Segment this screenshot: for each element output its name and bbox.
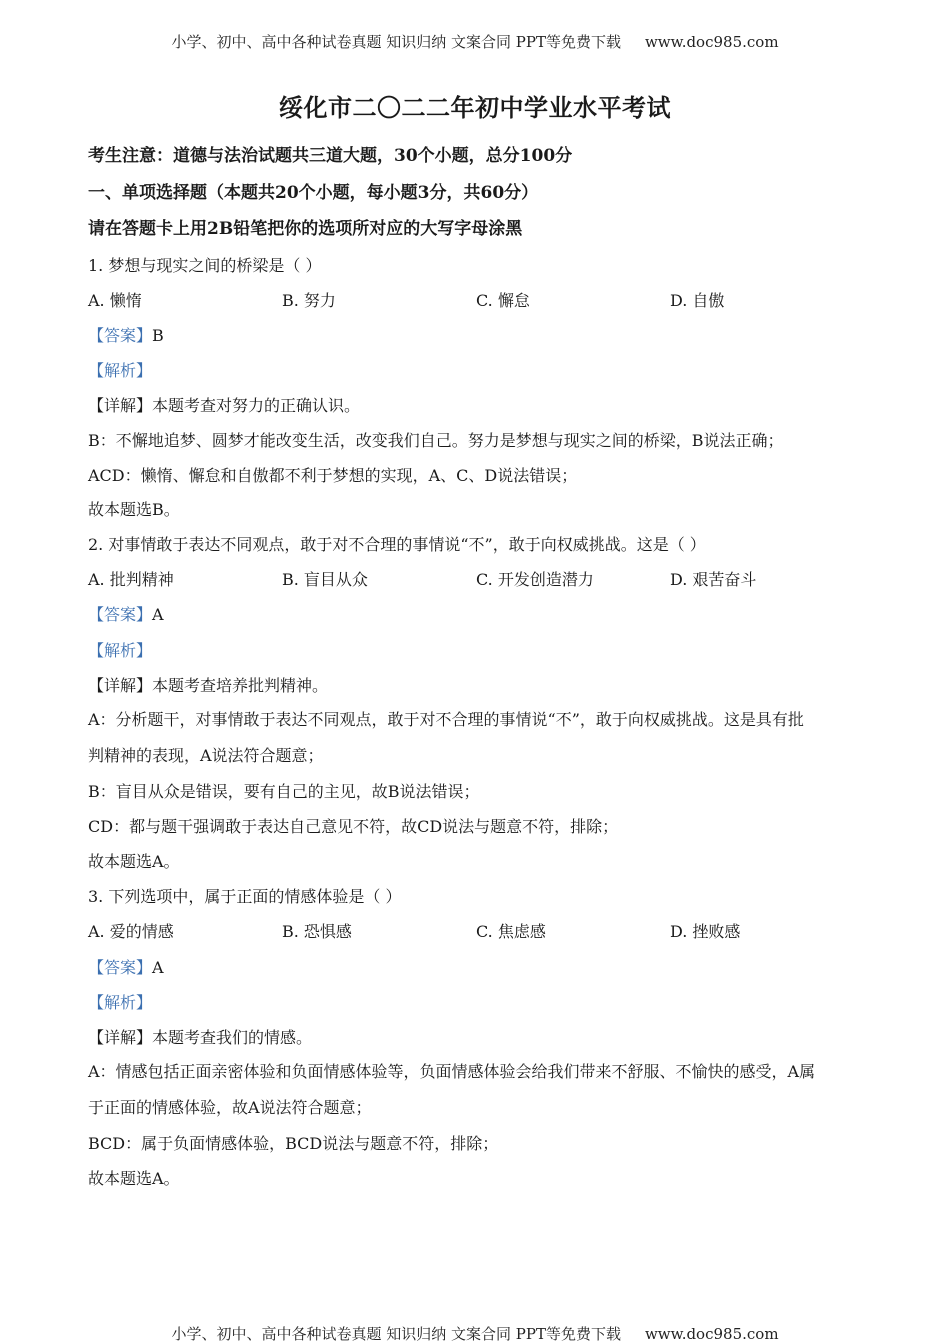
q1-answer xyxy=(88,325,164,347)
page-footer xyxy=(0,1323,950,1344)
answer-value: A xyxy=(152,958,164,977)
footer-text: 小学、初中、高中各种试卷真题 知识归纳 文案合同 PPT等免费下载 xyxy=(171,1325,621,1343)
q3-analysis-tag: 【解析】 xyxy=(88,993,153,1012)
q3-option-a: A. 爱的情感 xyxy=(88,922,174,941)
answer-tag: 【答案】 xyxy=(88,605,153,624)
q2-detail-line: 判精神的表现，A说法符合题意； xyxy=(88,746,324,765)
q2-option-d: D. 艰苦奋斗 xyxy=(670,570,757,589)
q2-detail-line: A：分析题干，对事情敢于表达不同观点，敢于对不合理的事情说“不”，敢于向权威挑战。这是具有批 xyxy=(88,710,804,729)
header-url: www.doc985.com xyxy=(644,33,779,51)
q1-detail-line: ACD：懒惰、懈怠和自傲都不利于梦想的实现，A、C、D说法错误； xyxy=(88,466,578,485)
q1-option-c: C. 懈怠 xyxy=(476,291,530,310)
footer-url: www.doc985.com xyxy=(644,1325,779,1343)
answer-instruction: 请在答题卡上用2B铅笔把你的选项所对应的大写字母涂黑 xyxy=(88,219,523,239)
q2-option-b: B. 盲目从众 xyxy=(282,570,368,589)
q3-option-c: C. 焦虑感 xyxy=(476,922,546,941)
q1-option-b: B. 努力 xyxy=(282,291,336,310)
question-3-stem: 3. 下列选项中，属于正面的情感体验是（ ） xyxy=(88,887,402,906)
q3-answer xyxy=(88,957,164,979)
q2-detail-line: 故本题选A。 xyxy=(88,852,180,871)
q3-option-d: D. 挫败感 xyxy=(670,922,741,941)
q2-detail-line: 【详解】本题考查培养批判精神。 xyxy=(88,676,329,695)
q2-option-c: C. 开发创造潜力 xyxy=(476,570,594,589)
q1-detail-line: 故本题选B。 xyxy=(88,500,180,519)
q2-answer xyxy=(88,604,164,626)
exam-notice: 考生注意：道德与法治试题共三道大题，30个小题，总分100分 xyxy=(88,146,573,166)
q1-detail-line: B：不懈地追梦、圆梦才能改变生活，改变我们自己。努力是梦想与现实之间的桥梁，B说法正确； xyxy=(88,431,784,450)
q2-detail-line: B：盲目从众是错误，要有自己的主见，故B说法错误； xyxy=(88,782,480,801)
header-text: 小学、初中、高中各种试卷真题 知识归纳 文案合同 PPT等免费下载 xyxy=(171,33,621,51)
q1-detail-line: 【详解】本题考查对努力的正确认识。 xyxy=(88,396,361,415)
answer-value: B xyxy=(152,326,164,345)
q3-detail-line: A：情感包括正面亲密体验和负面情感体验等，负面情感体验会给我们带来不舒服、不愉快的感受，A属 xyxy=(88,1062,816,1081)
question-2-stem: 2. 对事情敢于表达不同观点，敢于对不合理的事情说“不”，敢于向权威挑战。这是（ ） xyxy=(88,535,706,554)
q3-detail-line: BCD：属于负面情感体验，BCD说法与题意不符，排除； xyxy=(88,1134,499,1153)
q3-detail-line: 故本题选A。 xyxy=(88,1169,180,1188)
q3-detail-line: 于正面的情感体验，故A说法符合题意； xyxy=(88,1098,372,1117)
q1-option-a: A. 懒惰 xyxy=(88,291,142,310)
q3-detail-line: 【详解】本题考查我们的情感。 xyxy=(88,1028,313,1047)
q2-analysis-tag: 【解析】 xyxy=(88,641,153,660)
q2-detail-line: CD：都与题干强调敢于表达自己意见不符，故CD说法与题意不符，排除； xyxy=(88,817,619,836)
answer-value: A xyxy=(152,605,164,624)
section-heading: 一、单项选择题（本题共20个小题，每小题3分，共60分） xyxy=(88,183,539,203)
answer-tag: 【答案】 xyxy=(88,326,153,345)
page-header xyxy=(0,31,950,52)
answer-tag: 【答案】 xyxy=(88,958,153,977)
q1-option-d: D. 自傲 xyxy=(670,291,725,310)
q3-option-b: B. 恐惧感 xyxy=(282,922,352,941)
exam-title: 绥化市二〇二二年初中学业水平考试 xyxy=(279,93,671,122)
question-1-stem: 1. 梦想与现实之间的桥梁是（ ） xyxy=(88,256,322,275)
q1-analysis-tag: 【解析】 xyxy=(88,361,153,380)
q2-option-a: A. 批判精神 xyxy=(88,570,174,589)
